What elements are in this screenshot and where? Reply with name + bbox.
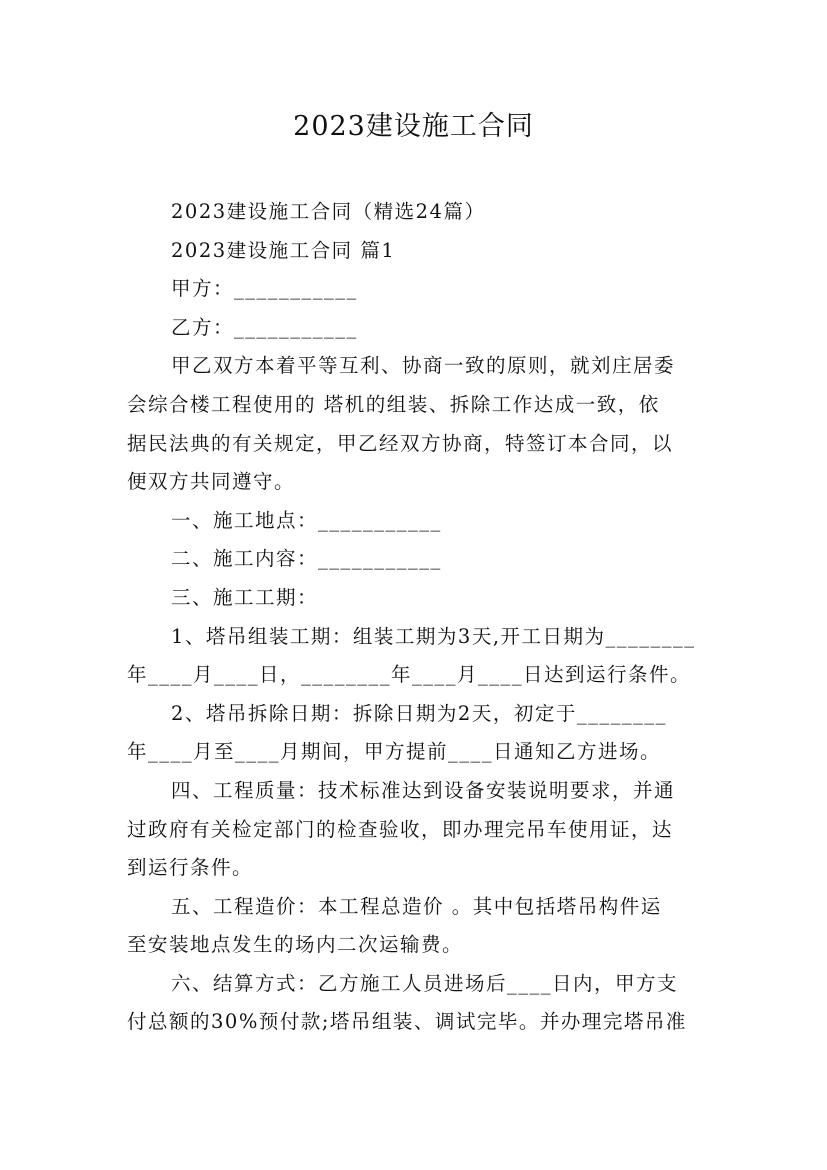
paragraph-lines bbox=[127, 270, 705, 1042]
text-line: 六、结算方式：乙方施工人员进场后____日内，甲方支 bbox=[171, 971, 679, 995]
document-body bbox=[127, 193, 705, 1042]
text-line: 便双方共同遵守。 bbox=[127, 470, 296, 494]
document-subtitle: 2023建设施工合同（精选24篇） bbox=[171, 200, 486, 223]
text-line: 一、施工地点：___________ bbox=[171, 508, 442, 532]
text-line: 年____月____日，________年____月____日达到运行条件。 bbox=[127, 663, 692, 687]
text-line: 过政府有关检定部门的检查验收，即办理完吊车使用证，达 bbox=[127, 817, 674, 841]
text-line: 会综合楼工程使用的 塔机的组装、拆除工作达成一致，依 bbox=[127, 392, 660, 416]
text-line: 四、工程质量：技术标准达到设备安装说明要求，并通 bbox=[171, 778, 676, 802]
text-line: 三、施工工期： bbox=[171, 585, 319, 609]
text-line: 2、塔吊拆除日期：拆除日期为2天，初定于________ bbox=[171, 701, 667, 725]
text-line: 年____月至____月期间，甲方提前____日通知乙方进场。 bbox=[127, 740, 662, 764]
text-line: 到运行条件。 bbox=[127, 856, 254, 880]
text-line: 五、工程造价：本工程总造价 。其中包括塔吊构件运 bbox=[171, 894, 662, 918]
text-line: 付总额的30%预付款;塔吊组装、调试完毕。并办理完塔吊准 bbox=[127, 1010, 687, 1034]
text-line: 甲乙双方本着平等互利、协商一致的原则，就刘庄居委 bbox=[171, 354, 676, 378]
section-heading: 2023建设施工合同 篇1 bbox=[171, 238, 396, 262]
text-line: 二、施工内容：___________ bbox=[171, 547, 442, 571]
text-line: 乙方：___________ bbox=[171, 315, 358, 339]
text-line: 1、塔吊组装工期：组装工期为3天,开工日期为________ bbox=[171, 624, 696, 648]
text-line: 甲方：___________ bbox=[171, 277, 358, 301]
text-line: 据民法典的有关规定，甲乙经双方协商，特签订本合同，以 bbox=[127, 431, 674, 455]
text-line: 至安装地点发生的场内二次运输费。 bbox=[127, 933, 464, 957]
document-title: 2023建设施工合同 bbox=[293, 111, 534, 142]
